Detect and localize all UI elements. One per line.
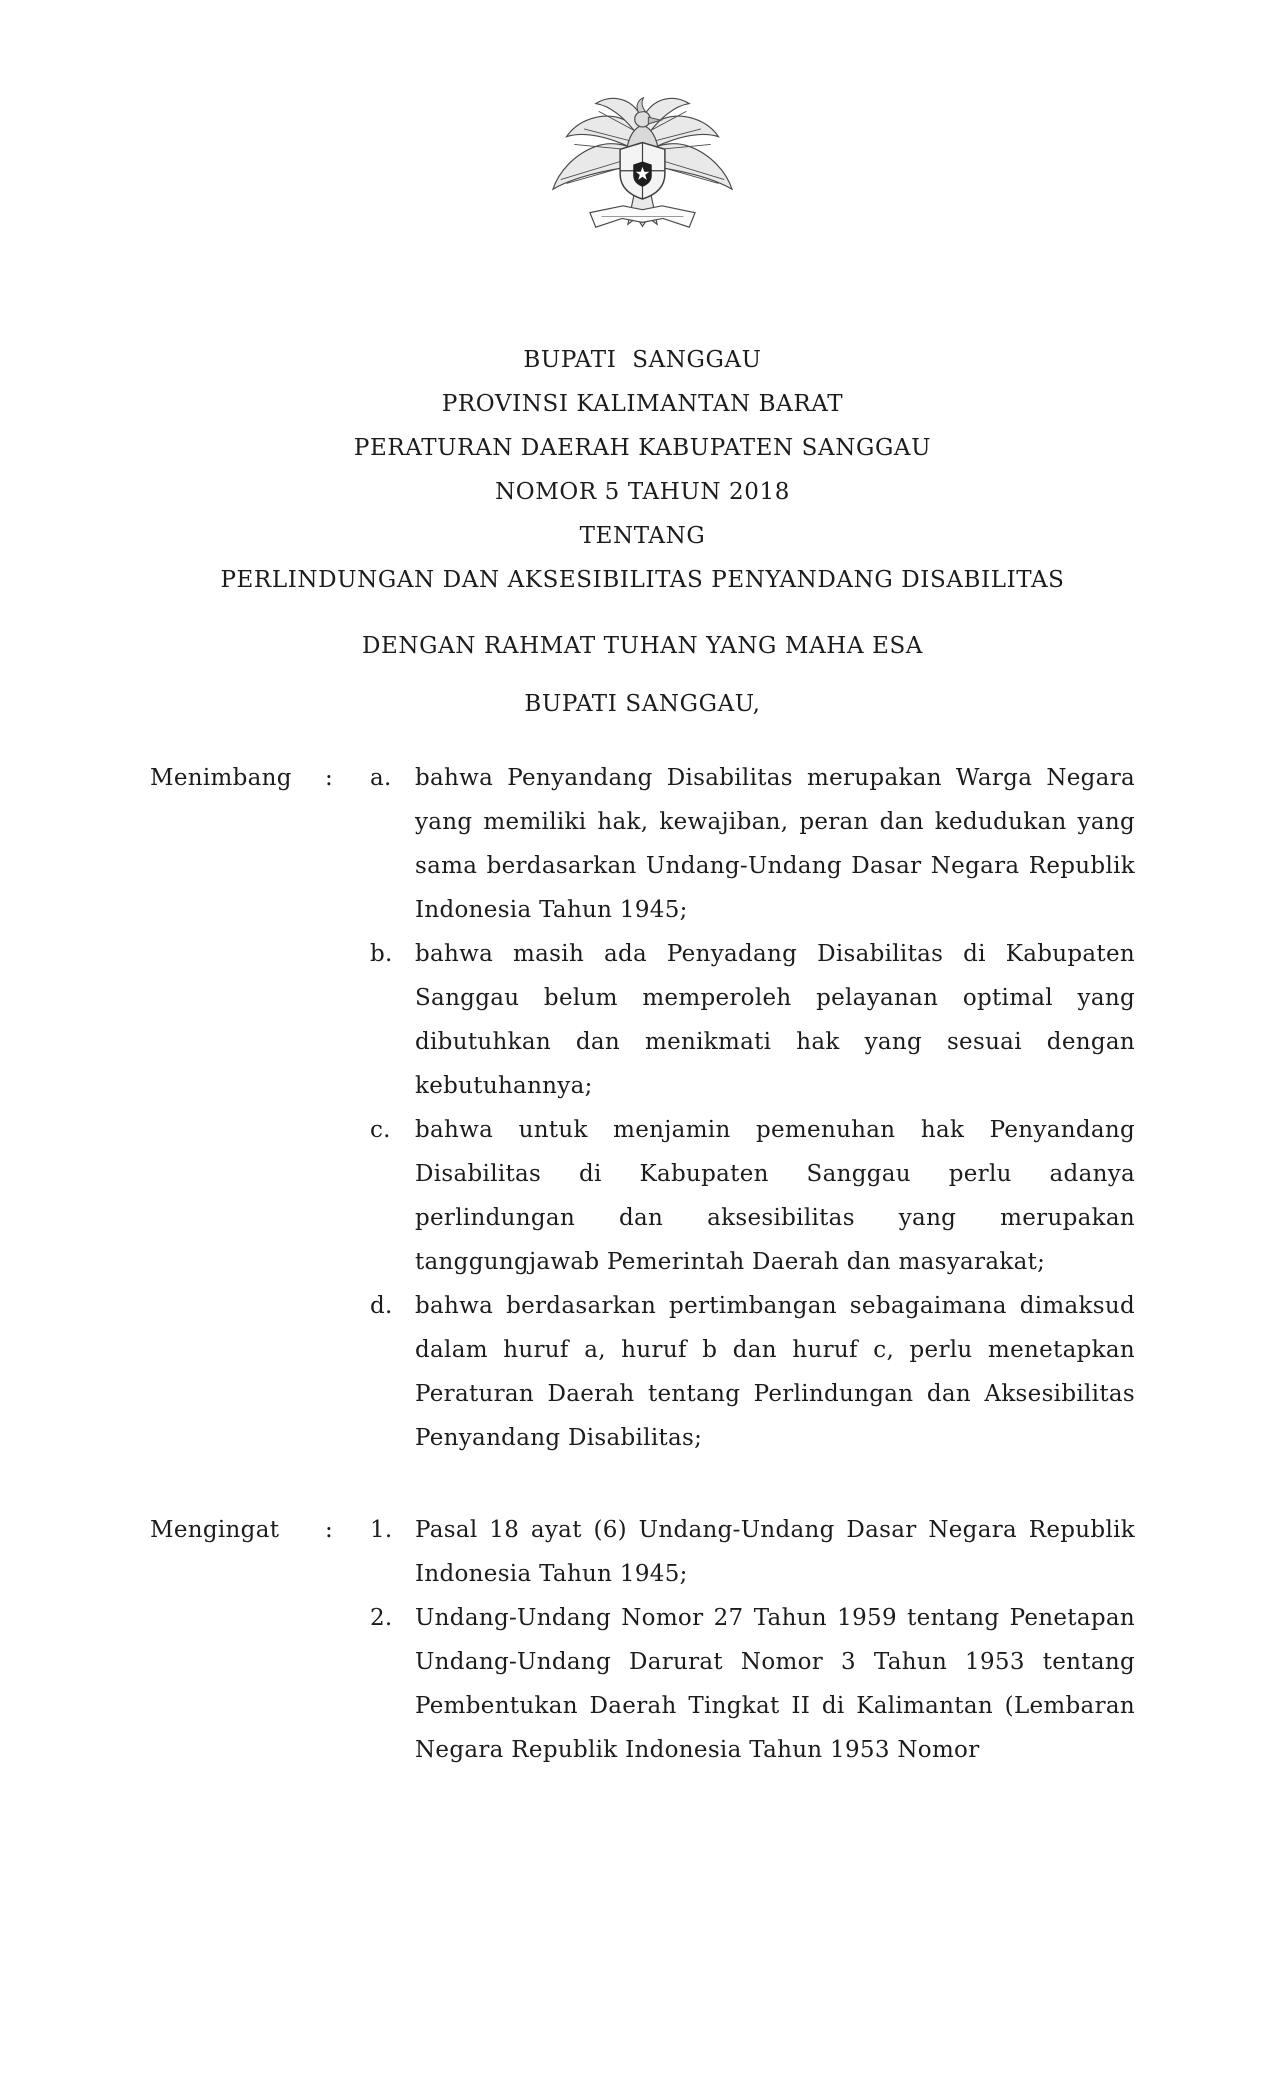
header-invocation: DENGAN RAHMAT TUHAN YANG MAHA ESA bbox=[361, 633, 924, 659]
list-item bbox=[370, 1508, 1135, 1596]
header-issuer: BUPATI SANGGAU, bbox=[524, 691, 761, 717]
menimbang-items bbox=[370, 756, 1135, 1460]
item-text: Pasal 18 ayat (6) Undang-Undang Dasar Negara Republik Indonesia Tahun 1945; bbox=[415, 1517, 1135, 1587]
menimbang-separator: : bbox=[325, 765, 334, 791]
mengingat-label: Mengingat bbox=[150, 1517, 280, 1543]
mengingat-separator: : bbox=[325, 1517, 334, 1543]
item-text: bahwa berdasarkan pertimbangan sebagaimana dimaksud dalam huruf a, huruf b dan huruf c, perlu menetapkan Peraturan Daerah tentang Perlindungan dan Aksesibilitas Penyandang Disabilitas; bbox=[415, 1293, 1135, 1451]
mengingat-section bbox=[150, 1508, 1135, 1772]
list-item bbox=[370, 756, 1135, 932]
item-marker: a. bbox=[370, 765, 392, 791]
item-text: bahwa masih ada Penyadang Disabilitas di Kabupaten Sanggau belum memperoleh pelayanan optimal yang dibutuhkan dan menikmati hak yang sesuai dengan kebutuhannya; bbox=[415, 941, 1135, 1099]
list-item bbox=[370, 1284, 1135, 1460]
list-item bbox=[370, 932, 1135, 1108]
item-text: bahwa untuk menjamin pemenuhan hak Penyandang Disabilitas di Kabupaten Sanggau perlu adanya perlindungan dan aksesibilitas yang merupakan tanggungjawab Pemerintah Daerah dan masyarakat; bbox=[415, 1117, 1135, 1275]
menimbang-label: Menimbang bbox=[150, 765, 292, 791]
header-subject: PERLINDUNGAN DAN AKSESIBILITAS PENYANDANG DISABILITAS bbox=[220, 567, 1065, 593]
item-marker: 2. bbox=[370, 1605, 393, 1631]
list-item bbox=[370, 1596, 1135, 1772]
emblem-container bbox=[150, 88, 1135, 240]
garuda-pancasila-icon bbox=[545, 88, 740, 236]
header-province: PROVINSI KALIMANTAN BARAT bbox=[441, 391, 844, 417]
item-text: Undang-Undang Nomor 27 Tahun 1959 tentang Penetapan Undang-Undang Darurat Nomor 3 Tahun 1953 tentang Pembentukan Daerah Tingkat II di Kalimantan (Lembaran Negara Republik Indonesia Tahun 1953 Nomor bbox=[415, 1605, 1135, 1763]
item-marker: b. bbox=[370, 941, 393, 967]
header-number-year: NOMOR 5 TAHUN 2018 bbox=[495, 479, 790, 505]
mengingat-items bbox=[370, 1508, 1135, 1772]
item-text: bahwa Penyandang Disabilitas merupakan Warga Negara yang memiliki hak, kewajiban, peran dan kedudukan yang sama berdasarkan Undang-Undang Dasar Negara Republik Indonesia Tahun 1945; bbox=[415, 765, 1135, 923]
document-header bbox=[150, 338, 1135, 726]
menimbang-section bbox=[150, 756, 1135, 1460]
item-marker: 1. bbox=[370, 1517, 393, 1543]
header-authority: BUPATI SANGGAU bbox=[523, 347, 762, 373]
header-regulation: PERATURAN DAERAH KABUPATEN SANGGAU bbox=[353, 435, 932, 461]
item-marker: c. bbox=[370, 1117, 391, 1143]
item-marker: d. bbox=[370, 1293, 393, 1319]
header-tentang: TENTANG bbox=[579, 523, 706, 549]
list-item bbox=[370, 1108, 1135, 1284]
